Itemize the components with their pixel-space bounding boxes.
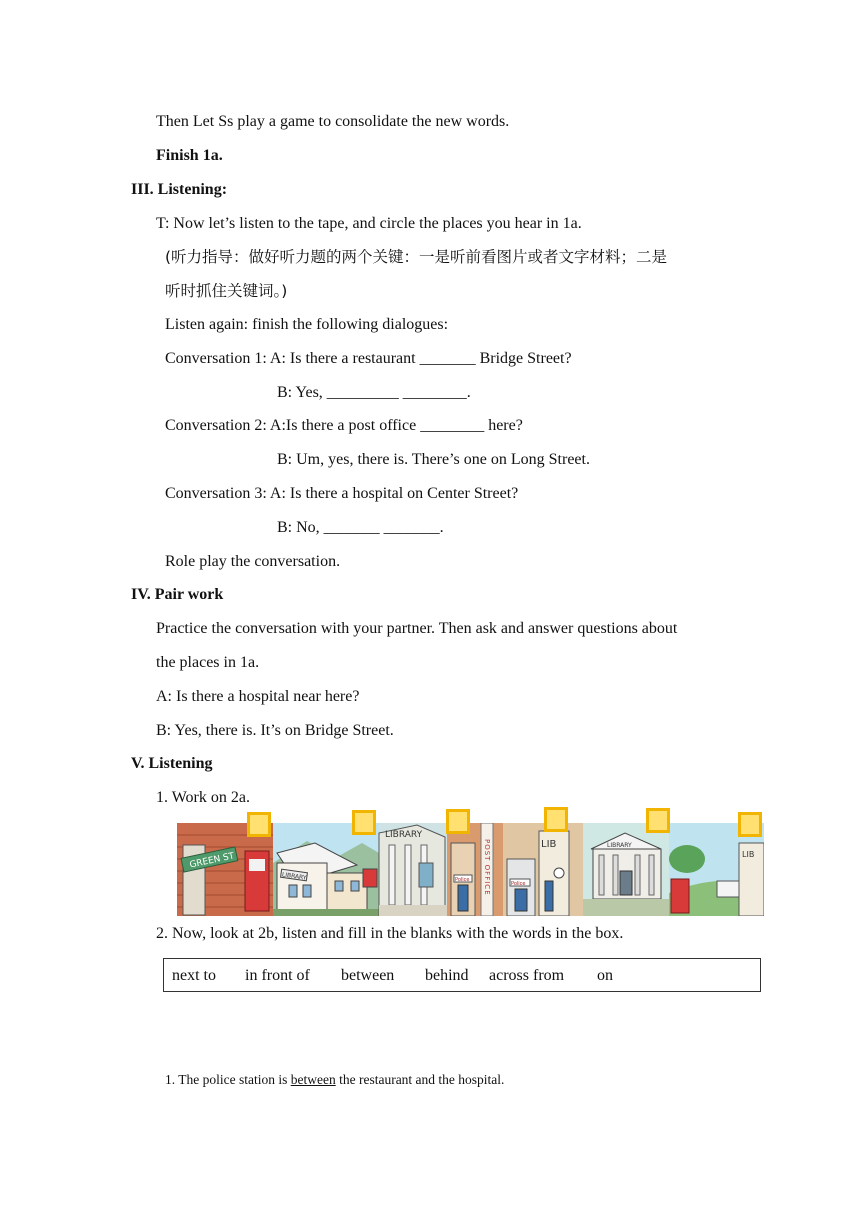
conversation-line: Conversation 1: A: Is there a restaurant _______ Bridge Street? [165,350,572,367]
text-line: T: Now let’s listen to the tape, and circle the places you hear in 1a. [156,215,582,232]
sign-lib-1: LIB [541,839,557,850]
word-option: in front of [245,967,310,984]
answer-box-6[interactable] [738,812,762,837]
word-option: across from [489,967,565,984]
text-line: 2. Now, look at 2b, listen and fill in the blanks with the words in the box. [156,925,624,942]
answer-box-5[interactable] [646,808,670,833]
conversation-line: Conversation 2: A:Is there a post office ________ here? [165,417,523,434]
example-before: 1. The police station is [165,1072,291,1087]
answer-box-3[interactable] [446,809,470,834]
subheading: Finish 1a. [156,147,223,164]
word-option: next to [172,967,216,984]
word-option: on [597,967,613,984]
text-line: Practice the conversation with your partner. Then ask and answer questions about [156,620,678,637]
conversation-line: B: Yes, _________ ________. [277,384,471,401]
text-line: Listen again: finish the following dialogues: [165,316,449,333]
section-heading-listening-2: V. Listening [131,755,213,772]
text-line: A: Is there a hospital near here? [156,688,360,705]
sign-lib-2: LIB [742,850,755,859]
example-answer: between [290,1072,336,1087]
text-line: the places in 1a. [156,654,260,671]
answer-box-2[interactable] [352,810,376,835]
word-option: behind [425,967,469,984]
sign-library-2: LIBRARY [385,830,423,840]
example-after: the restaurant and the hospital. [335,1072,505,1087]
conversation-line: B: Um, yes, there is. There’s one on Long Street. [277,451,590,468]
conversation-line: B: No, _______ _______. [277,519,444,536]
section-heading-pair-work: IV. Pair work [131,586,224,603]
sign-library-1: LIBRARY [281,871,307,882]
text-line: 1. Work on 2a. [156,789,250,806]
conversation-line: Conversation 3: A: Is there a hospital on Center Street? [165,485,519,502]
sign-police-1: Police [455,877,470,883]
text-line: B: Yes, there is. It’s on Bridge Street. [156,722,394,739]
chinese-note: (听力指导：做好听力题的两个关键：一是听前看图片或者文字材料；二是 [165,248,668,266]
sign-library-3: LIBRARY [607,842,632,849]
text-line: Role play the conversation. [165,553,341,570]
example-sentence [165,1070,504,1090]
answer-box-4[interactable] [544,807,568,832]
text-line: Then Let Ss play a game to consolidate the new words. [156,113,510,130]
sign-post-office: POST OFFICE [483,839,491,896]
section-heading-listening: III. Listening: [131,181,228,198]
sign-green-st: GREEN ST [188,851,236,871]
chinese-note: 听时抓住关键词。) [165,282,288,300]
word-option: between [341,967,395,984]
word-box [163,958,761,992]
sign-police-2: Police [511,881,526,887]
answer-box-1[interactable] [247,812,271,837]
